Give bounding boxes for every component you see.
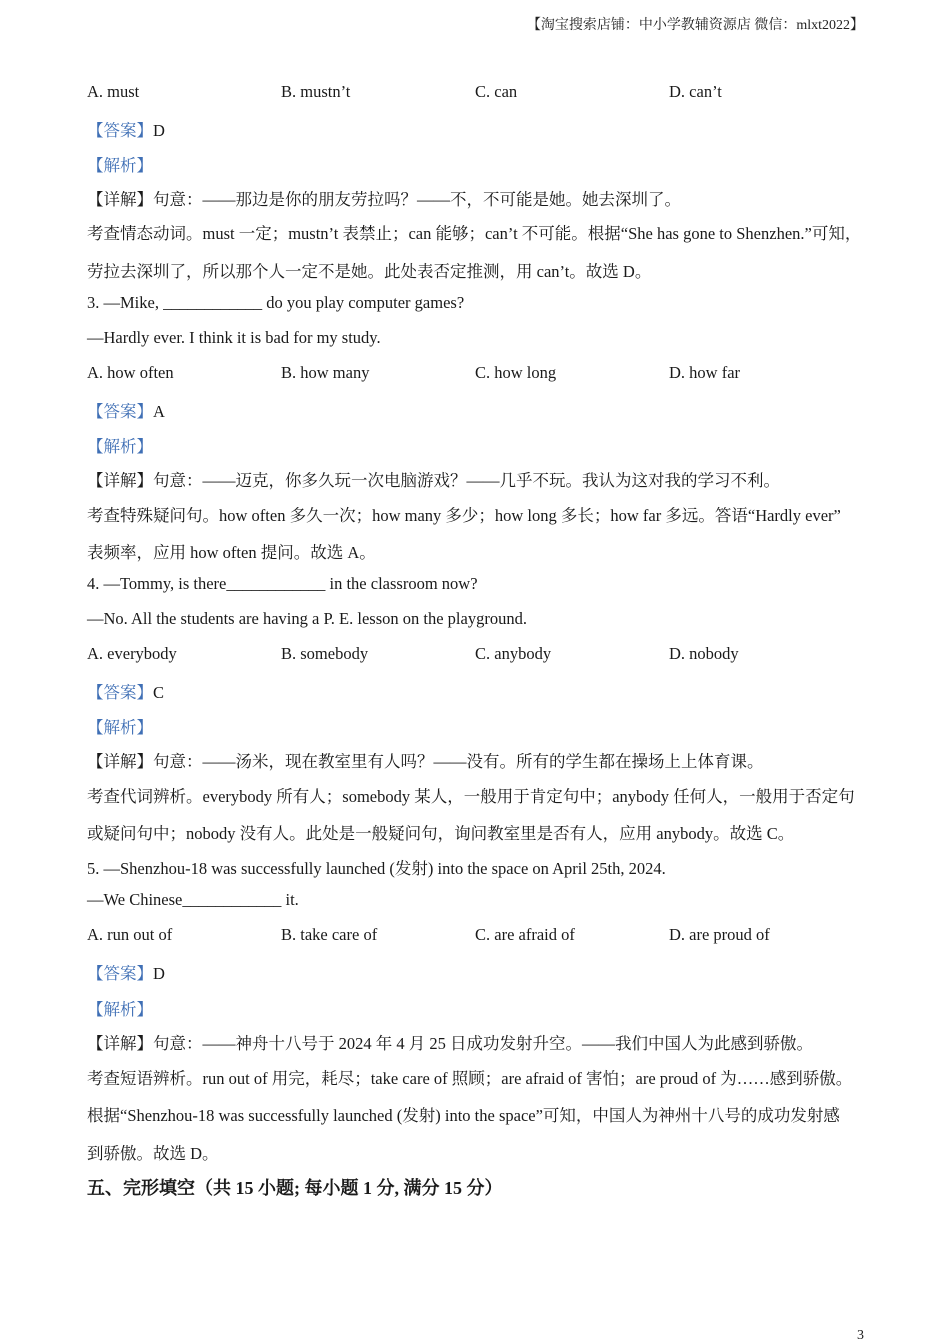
- q3-stem: 3. —Mike, ____________ do you play computer games?: [87, 293, 465, 312]
- option-b: B. mustn’t: [281, 82, 351, 101]
- detail-text: 句意：——迈克，你多久玩一次电脑游戏？——几乎不玩。我认为这对我的学习不利。: [153, 471, 780, 490]
- q2-explanation-2: 劳拉去深圳了，所以那个人一定不是她。此处表否定推测，用 can’t。故选 D。: [87, 262, 652, 281]
- q2-analysis-label: 【解析】: [87, 156, 153, 175]
- q2-detail: [87, 186, 681, 210]
- option-d: D. are proud of: [669, 925, 770, 944]
- q3-reply: —Hardly ever. I think it is bad for my study.: [87, 328, 381, 347]
- q5-answer: [87, 960, 165, 984]
- option-a: A. run out of: [87, 925, 173, 944]
- q2-answer: [87, 117, 165, 141]
- q4-answer: [87, 679, 164, 703]
- option-b: B. take care of: [281, 925, 378, 944]
- option-a: A. how often: [87, 363, 174, 382]
- section-heading: 五、完形填空（共 15 小题; 每小题 1 分, 满分 15 分）: [87, 1178, 503, 1198]
- q5-detail: [87, 1030, 813, 1054]
- page-number: 3: [857, 1328, 864, 1343]
- detail-text: 句意：——汤米，现在教室里有人吗？——没有。所有的学生都在操场上上体育课。: [153, 752, 764, 771]
- q5-explanation-3: 到骄傲。故选 D。: [87, 1144, 219, 1163]
- q4-detail: [87, 748, 764, 772]
- q5-analysis-label: 【解析】: [87, 1000, 153, 1019]
- q3-explanation-2: 表频率，应用 how often 提问。故选 A。: [87, 543, 376, 562]
- detail-label: 【详解】: [87, 752, 153, 771]
- answer-value: A: [153, 402, 165, 421]
- detail-text: 句意：——神舟十八号于 2024 年 4 月 25 日成功发射升空。——我们中国人为此感到骄傲。: [153, 1034, 813, 1053]
- option-c: C. how long: [475, 363, 557, 382]
- answer-label: 【答案】: [87, 683, 153, 702]
- q5-explanation-2: 根据“Shenzhou-18 was successfully launched (发射) into the space”可知，中国人为神州十八号的成功发射感: [87, 1106, 840, 1125]
- q5-reply: —We Chinese____________ it.: [87, 890, 299, 909]
- detail-label: 【详解】: [87, 471, 153, 490]
- q5-stem: 5. —Shenzhou-18 was successfully launched (发射) into the space on April 25th, 2024.: [87, 859, 666, 878]
- q4-stem: 4. —Tommy, is there____________ in the classroom now?: [87, 574, 478, 593]
- answer-label: 【答案】: [87, 402, 153, 421]
- option-c: C. anybody: [475, 644, 552, 663]
- answer-label: 【答案】: [87, 121, 153, 140]
- answer-value: D: [153, 121, 165, 140]
- detail-label: 【详解】: [87, 1034, 153, 1053]
- detail-text: 句意：——那边是你的朋友劳拉吗？——不，不可能是她。她去深圳了。: [153, 190, 681, 209]
- option-d: D. how far: [669, 363, 741, 382]
- option-d: D. can’t: [669, 82, 722, 101]
- q4-explanation-2: 或疑问句中；nobody 没有人。此处是一般疑问句，询问教室里是否有人，应用 anybody。故选 C。: [87, 824, 795, 843]
- option-a: A. everybody: [87, 644, 177, 663]
- answer-label: 【答案】: [87, 964, 153, 983]
- answer-value: D: [153, 964, 165, 983]
- option-c: C. are afraid of: [475, 925, 575, 944]
- option-a: A. must: [87, 82, 140, 101]
- option-c: C. can: [475, 82, 518, 101]
- q3-answer: [87, 398, 165, 422]
- option-b: B. somebody: [281, 644, 369, 663]
- detail-label: 【详解】: [87, 190, 153, 209]
- q3-explanation-1: 考查特殊疑问句。how often 多久一次；how many 多少；how long 多长；how far 多远。答语“Hardly ever”: [87, 506, 841, 525]
- q3-analysis-label: 【解析】: [87, 437, 153, 456]
- option-d: D. nobody: [669, 644, 739, 663]
- q4-explanation-1: 考查代词辨析。everybody 所有人；somebody 某人，一般用于肯定句中；anybody 任何人，一般用于否定句: [87, 787, 855, 806]
- q4-analysis-label: 【解析】: [87, 718, 153, 737]
- q2-explanation-1: 考查情态动词。must 一定；mustn’t 表禁止；can 能够；can’t 不可能。根据“She has gone to Shenzhen.”可知，: [87, 224, 862, 243]
- answer-value: C: [153, 683, 165, 702]
- option-b: B. how many: [281, 363, 370, 382]
- q3-detail: [87, 467, 780, 491]
- page-header: 【淘宝搜索店铺：中小学教辅资源店 微信：mlxt2022】: [526, 18, 864, 33]
- q4-reply: —No. All the students are having a P. E. lesson on the playground.: [87, 609, 527, 628]
- q5-explanation-1: 考查短语辨析。run out of 用完，耗尽；take care of 照顾；are afraid of 害怕；are proud of 为……感到骄傲。: [87, 1069, 853, 1088]
